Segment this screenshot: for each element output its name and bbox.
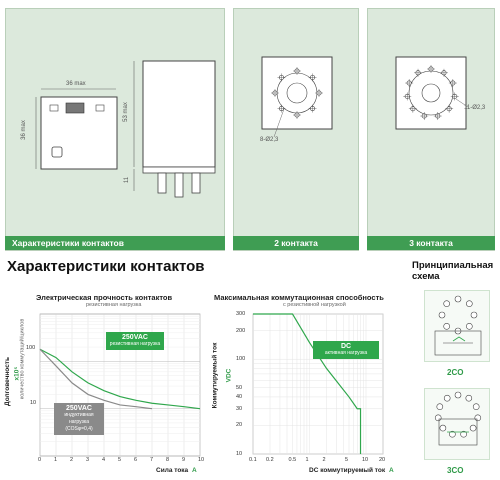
left-chart-xunit: A xyxy=(192,467,197,474)
right-chart-yunit: VDC xyxy=(225,368,233,383)
left-chart-subtitle: резистивная нагрузка xyxy=(86,302,142,308)
left-chart-ylabel: Долговечность xyxy=(3,357,11,406)
legend-dc-sub: активная нагрузка xyxy=(324,350,368,356)
two-contact-label: 2 контакта xyxy=(233,236,359,250)
schema-pin xyxy=(439,312,445,318)
schema-pin xyxy=(437,404,443,410)
left-xtick: 4 xyxy=(102,457,106,463)
right-ytick: 50 xyxy=(236,384,243,391)
schema-pin xyxy=(466,323,472,329)
schema-pin xyxy=(471,312,477,318)
two-contact-dim: 8-Ø2,3 xyxy=(260,137,279,143)
schema-2co xyxy=(424,290,490,362)
schema-3co xyxy=(424,388,490,460)
right-ytick: 10 xyxy=(236,451,243,457)
legend-250vac-title: 250VAC xyxy=(122,334,148,341)
right-ytick: 300 xyxy=(236,311,246,317)
schema-pin xyxy=(444,301,450,307)
right-xtick: 1 xyxy=(305,457,309,463)
right-xtick: 0.1 xyxy=(249,457,257,463)
legend-250vac-sub: резистивная нагрузка xyxy=(109,341,161,347)
left-xtick: 3 xyxy=(86,457,90,463)
schema-pin xyxy=(473,404,479,410)
relay-drawing xyxy=(6,9,226,229)
left-xtick: 2 xyxy=(70,457,74,463)
three-contact-panel xyxy=(367,8,495,251)
left-chart-yunit: x10⁵ xyxy=(13,366,21,381)
right-ytick: 200 xyxy=(236,327,246,334)
dim-pin: 11 xyxy=(124,176,131,184)
right-xtick: 10 xyxy=(361,457,369,463)
right-chart-title: Максимальная коммутационная способность xyxy=(214,293,384,302)
left-xtick: 7 xyxy=(150,457,154,463)
schema-pin xyxy=(440,425,446,431)
schema-pin xyxy=(444,395,450,401)
three-contact-dim: 11-Ø2,3 xyxy=(464,105,486,111)
socket-3co-drawing xyxy=(368,9,496,169)
schema-2co-diagram xyxy=(425,291,491,363)
right-ytick: 30 xyxy=(236,405,243,412)
dim-width: 36 max xyxy=(66,81,86,87)
schema-pin xyxy=(435,415,441,421)
dim-height-right: 53 max xyxy=(122,102,129,122)
left-xtick: 10 xyxy=(198,457,205,463)
left-ytick: 10 xyxy=(30,400,37,406)
right-chart-xlabel: DC коммутируемый ток xyxy=(309,467,386,474)
schema-pin xyxy=(455,392,461,398)
socket-2co-drawing xyxy=(234,9,360,169)
schema-pin xyxy=(455,296,461,302)
legend-dc-title: DC xyxy=(340,343,352,350)
schema-pin xyxy=(475,415,481,421)
left-xtick: 0 xyxy=(38,457,42,463)
left-xtick: 1 xyxy=(54,457,58,463)
three-contact-label: 3 контакта xyxy=(367,236,495,250)
two-contact-panel xyxy=(233,8,359,251)
section-title: Характеристики контактов xyxy=(7,258,205,275)
legend-250vac xyxy=(106,332,164,350)
legend-inductive-sub: индуктивная нагрузка (COSφ=0,4) xyxy=(64,412,94,432)
schema-pin xyxy=(466,395,472,401)
relay-panel-label: Характеристики контактов xyxy=(5,236,225,250)
schema-3co-diagram xyxy=(425,389,491,461)
right-chart-plot xyxy=(249,312,387,460)
left-chart-xlabel: Сила тока xyxy=(156,467,189,474)
schema-pin xyxy=(466,301,472,307)
right-xtick: 2 xyxy=(322,457,326,463)
legend-inductive-title: 250VAC xyxy=(66,405,92,412)
left-xtick: 8 xyxy=(166,457,170,463)
schema-3co-label: 3CO xyxy=(447,466,464,475)
left-chart-ylabel-sub: количество коммутаций/циклов xyxy=(19,318,26,400)
right-xtick: 0.2 xyxy=(266,457,274,463)
right-ytick: 40 xyxy=(236,393,243,400)
right-chart-xunit: A xyxy=(389,467,394,474)
right-ytick: 20 xyxy=(236,422,243,429)
left-xtick: 6 xyxy=(134,457,138,463)
dim-height-left: 36 max xyxy=(20,120,27,140)
schema-pin xyxy=(470,425,476,431)
right-xtick: 20 xyxy=(379,457,386,463)
relay-panel xyxy=(5,8,225,251)
right-chart-ylabel: Коммутируемый ток xyxy=(211,342,219,409)
legend-250vac-inductive xyxy=(54,403,104,435)
right-xtick: 0.5 xyxy=(288,457,297,463)
schema-title: Принципиальная схема xyxy=(412,260,494,282)
left-ytick: 100 xyxy=(26,345,36,351)
schema-2co-label: 2CO xyxy=(447,368,464,377)
schema-pin xyxy=(444,323,450,329)
left-xtick: 9 xyxy=(182,457,186,463)
right-chart-subtitle: с резистивной нагрузкой xyxy=(283,302,346,308)
legend-dc xyxy=(313,341,379,359)
right-xtick: 5 xyxy=(344,457,349,463)
left-chart-title: Электрическая прочность контактов xyxy=(36,293,173,302)
right-ytick: 100 xyxy=(236,356,246,363)
left-xtick: 5 xyxy=(118,457,122,463)
